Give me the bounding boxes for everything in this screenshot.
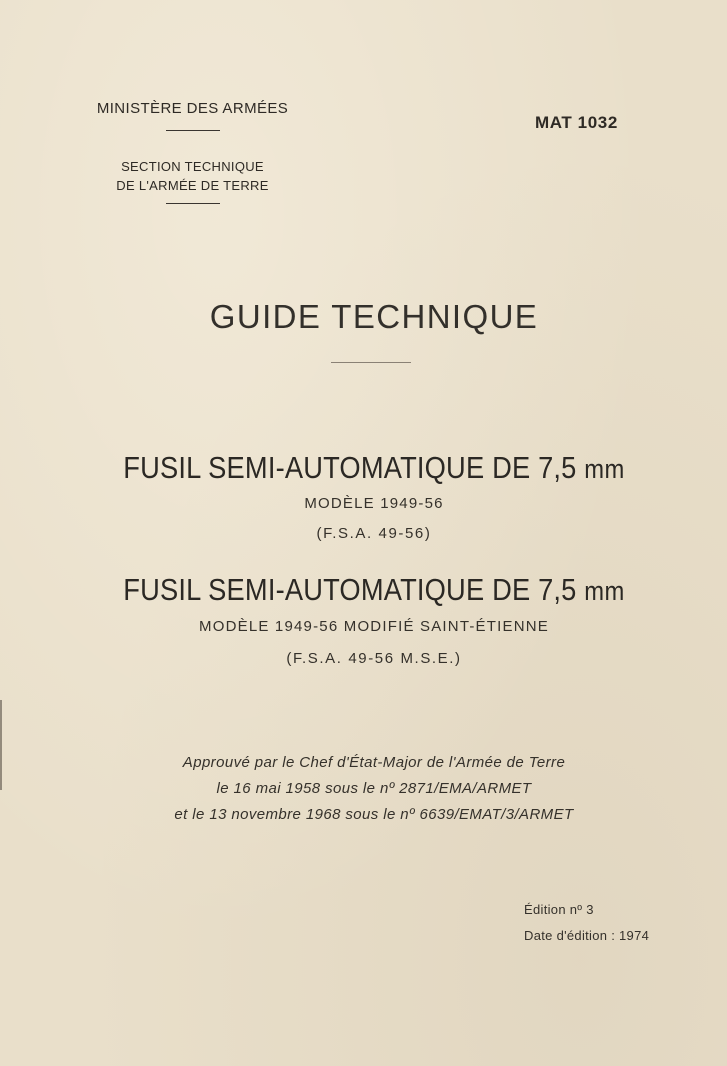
header-rule-2 <box>166 203 220 204</box>
rifle-1-unit: mm <box>584 454 625 484</box>
approval-line-2: le 16 mai 1958 sous le nº 2871/EMA/ARMET <box>216 780 532 797</box>
rifle-1-abbr: (F.S.A. 49-56) <box>316 525 432 542</box>
title-rule <box>331 362 411 363</box>
rifle-2-unit: mm <box>584 576 625 606</box>
rifle-2-abbr: (F.S.A. 49-56 M.S.E.) <box>286 650 462 667</box>
paper-edge-mark <box>0 700 2 790</box>
rifle-1-title <box>45 450 703 486</box>
rifle-2-title <box>45 572 703 608</box>
rifle-1-model: MODÈLE 1949-56 <box>304 495 444 512</box>
rifle-1-name: FUSIL SEMI-AUTOMATIQUE DE 7,5 <box>123 450 577 485</box>
page-title: GUIDE TECHNIQUE <box>209 298 539 335</box>
approval-line-3: et le 13 novembre 1968 sous le nº 6639/EMAT/3/ARMET <box>174 806 574 823</box>
ministry-name: MINISTÈRE DES ARMÉES <box>96 100 289 117</box>
edition-date: Date d'édition : 1974 <box>524 928 650 943</box>
section-technique <box>0 157 385 195</box>
section-line-1: SECTION TECHNIQUE <box>121 159 264 174</box>
edition-number: Édition nº 3 <box>524 902 594 917</box>
section-line-2: DE L'ARMÉE DE TERRE <box>116 178 269 193</box>
document-code: MAT 1032 <box>535 113 618 132</box>
header-rule-1 <box>166 130 220 131</box>
rifle-2-name: FUSIL SEMI-AUTOMATIQUE DE 7,5 <box>123 572 577 607</box>
rifle-2-model: MODÈLE 1949-56 MODIFIÉ SAINT-ÉTIENNE <box>199 618 549 635</box>
approval-line-1: Approuvé par le Chef d'État-Major de l'Armée de Terre <box>182 754 566 771</box>
